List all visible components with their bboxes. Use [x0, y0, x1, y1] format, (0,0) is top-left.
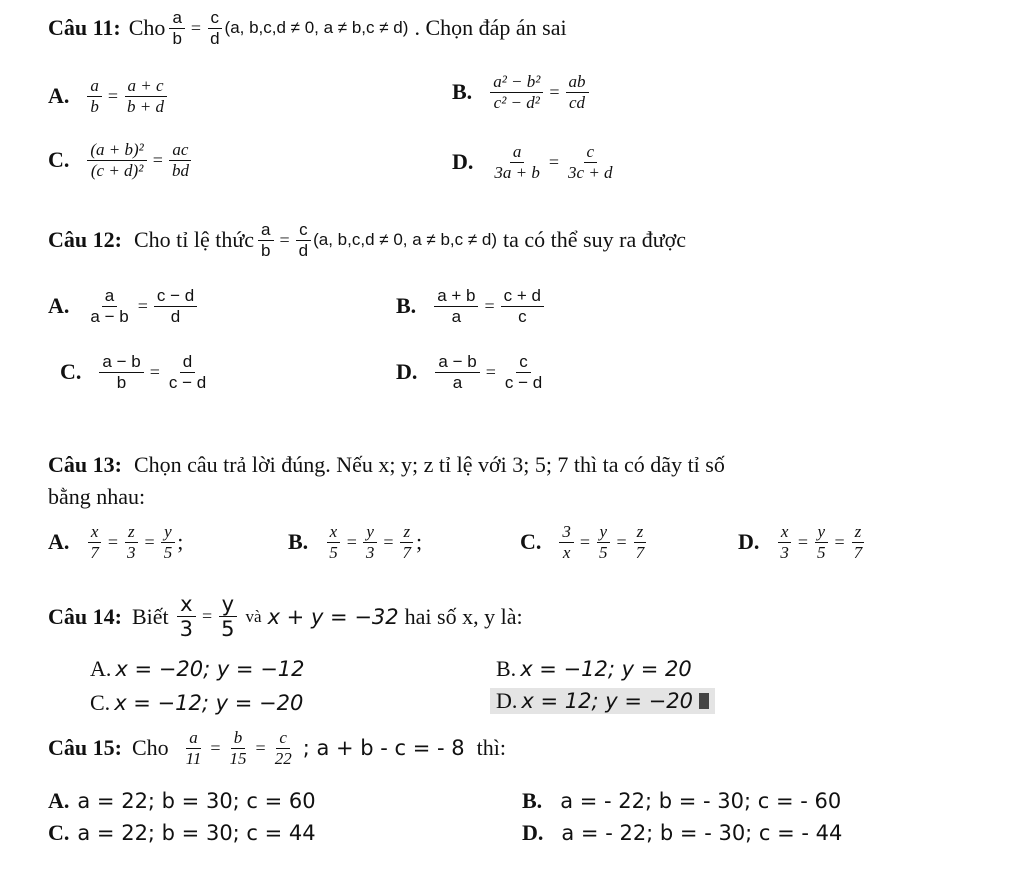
- question-14-option-d[interactable]: D. x = 12; y = −20: [490, 688, 715, 714]
- question-11-option-a[interactable]: A. $\frac{a}{b}$ = $\frac{a + c}{b + d}$: [48, 76, 169, 116]
- question-11-option-b[interactable]: B. $\frac{\text{a² − b²}}{\text{c² − d²}}$ = $\frac{ab}{cd}$: [452, 72, 591, 112]
- given-fraction-c-d: $\frac{c}{d}$: [207, 8, 222, 48]
- question-11-label: Câu 11:: [48, 15, 121, 41]
- question-13-option-a[interactable]: A. $\frac{x}{7}$ = $\frac{z}{3}$ = $\frac{y}{5}$ ;: [48, 522, 184, 562]
- question-13-stem-cont: [48, 484, 145, 510]
- question-15-equation: ; a + b - c = - 8: [302, 736, 465, 761]
- question-12-prefix: Cho tỉ lệ thức: [133, 227, 255, 253]
- question-11-instruction: . Chọn đáp án sai: [414, 15, 567, 41]
- question-11-stem: Câu 11: Cho $\frac{a}{b}$ = $\frac{c}{d}$ (a, b,c,d ≠ 0, a ≠ b,c ≠ d) . Chọn đáp án sai: [48, 8, 567, 48]
- question-15-option-c[interactable]: C. a = 22; b = 30; c = 44: [48, 820, 316, 845]
- question-12-label: Câu 12:: [48, 227, 122, 253]
- question-14-option-c[interactable]: C. x = −12; y = −20: [90, 690, 304, 715]
- question-11-option-c[interactable]: C. $\frac{\text{(a + b)²}}{\text{(c + d)²}}$ = $\frac{ac}{bd}$: [48, 140, 194, 180]
- question-12-instruction: ta có thể suy ra được: [503, 227, 687, 253]
- question-14-instruction: hai số x, y là:: [404, 603, 523, 629]
- question-14-equation: x + y = −32: [267, 604, 399, 629]
- question-14-option-b[interactable]: B. x = −12; y = 20: [496, 656, 692, 681]
- question-14-stem: Câu 14: Biết $\frac{x}{3}$ = $\frac{y}{5}$ và x + y = −32 hai số x, y là:: [48, 592, 523, 642]
- question-13-stem: [48, 452, 731, 478]
- question-13-text-cont: bằng nhau:: [48, 484, 146, 509]
- question-15-option-d[interactable]: D. a = - 22; b = - 30; c = - 44: [522, 820, 843, 845]
- question-15-stem: Câu 15: Cho $\frac{a}{11}$ = $\frac{b}{15}$ = $\frac{c}{22}$ ; a + b - c = - 8 thì:: [48, 728, 506, 768]
- question-12-option-d[interactable]: D. $\frac{a - b}{a}$ = $\frac{c}{c - d}$: [396, 352, 543, 392]
- question-14-option-a[interactable]: A. x = −20; y = −12: [90, 656, 305, 681]
- question-14-prefix: Biết: [131, 603, 169, 629]
- question-11-condition: (a, b,c,d ≠ 0, a ≠ b,c ≠ d): [224, 18, 409, 38]
- given-fraction-a-b: $\frac{a}{b}$: [169, 8, 184, 48]
- question-14-label: Câu 14:: [48, 603, 122, 629]
- text-cursor-icon: [699, 693, 709, 709]
- question-14-and: và: [245, 606, 262, 626]
- question-12-option-a[interactable]: A. $\frac{a}{a - b}$ = $\frac{c - d}{d}$: [48, 286, 199, 326]
- question-12-condition: (a, b,c,d ≠ 0, a ≠ b,c ≠ d): [313, 230, 498, 250]
- question-13-option-c[interactable]: C. $\frac{3}{x}$ = $\frac{y}{5}$ = $\frac{z}{7}$: [520, 522, 649, 562]
- question-15-instruction: thì:: [476, 735, 506, 761]
- question-11-prefix: Cho: [128, 15, 166, 41]
- question-12-option-c[interactable]: C. $\frac{a - b}{b}$ = $\frac{d}{c - d}$: [60, 352, 207, 392]
- question-13-option-d[interactable]: D. $\frac{x}{3}$ = $\frac{y}{5}$ = $\frac{z}{7}$: [738, 522, 867, 562]
- question-13-option-b[interactable]: B. $\frac{x}{5}$ = $\frac{y}{3}$ = $\frac{z}{7}$ ;: [288, 522, 423, 562]
- question-11-option-d[interactable]: D. $\frac{a}{3a + b}$ = $\frac{c}{3c + d}$: [452, 142, 613, 182]
- question-12-option-b[interactable]: B. $\frac{a + b}{a}$ = $\frac{c + d}{c}$: [396, 286, 546, 326]
- question-15-option-a[interactable]: A. a = 22; b = 30; c = 60: [48, 788, 316, 813]
- question-15-label: Câu 15:: [48, 735, 122, 761]
- question-15-prefix: Cho: [131, 735, 169, 761]
- question-13-label: Câu 13:: [48, 452, 122, 477]
- question-15-option-b[interactable]: B. a = - 22; b = - 30; c = - 60: [522, 788, 842, 813]
- question-12-stem: Câu 12: Cho tỉ lệ thức $\frac{a}{b}$ = $\frac{c}{d}$ (a, b,c,d ≠ 0, a ≠ b,c ≠ d) ta có thể suy ra được: [48, 220, 687, 260]
- question-13-text: Chọn câu trả lời đúng. Nếu x; y; z tỉ lệ với 3; 5; 7 thì ta có dãy tỉ số: [133, 452, 725, 477]
